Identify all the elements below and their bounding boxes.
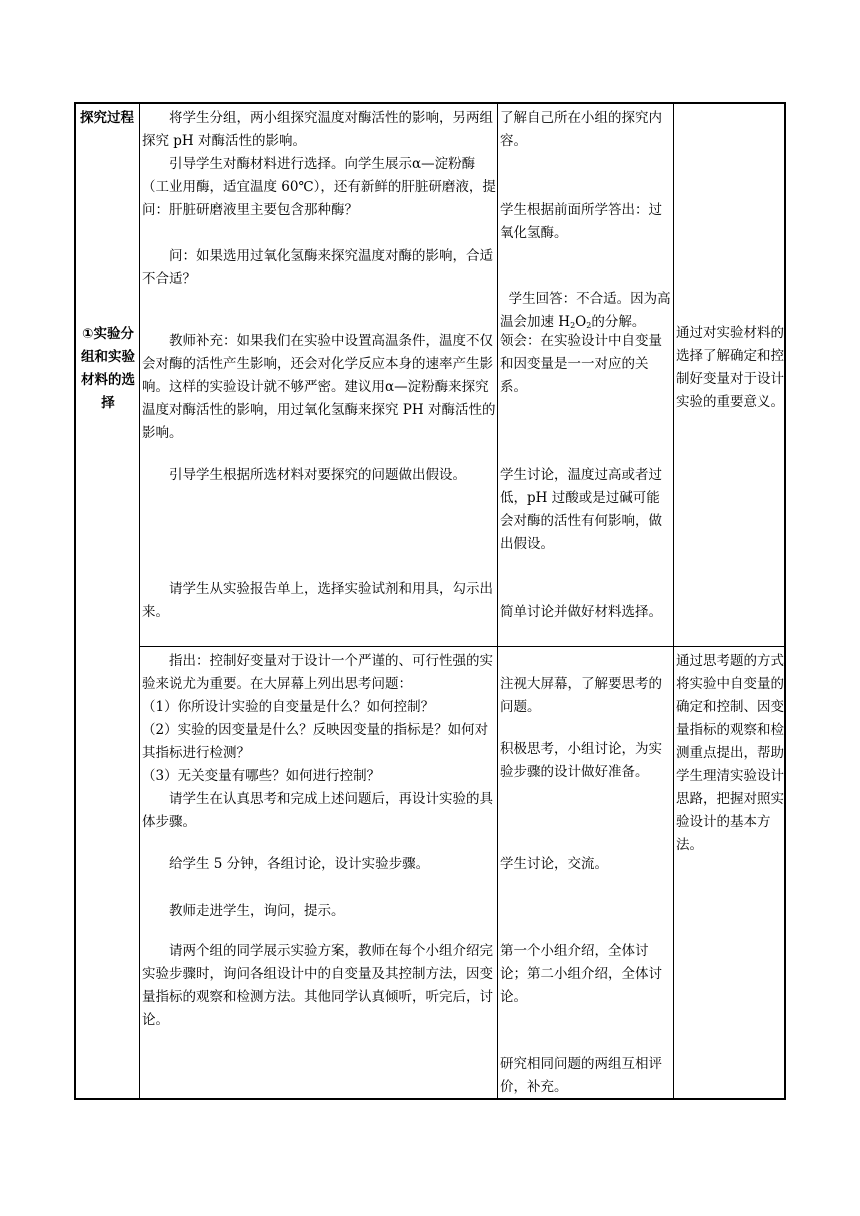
- teacher-activity: 教师走进学生，询问，提示。: [169, 903, 345, 919]
- thinking-question: （3）无关变量有哪些？如何进行控制？: [142, 768, 381, 784]
- teacher-activity: 问：如果选用过氧化氢酶来探究温度对酶的影响，合适不合适？: [142, 248, 493, 287]
- teacher-activity: 引导学生对酶材料进行选择。向学生展示α—淀粉酶（工业用酶，适宜温度 60℃），还有新鲜的肝脏研磨液，提问：肝脏研磨液里主要包含那种酶？: [142, 156, 496, 218]
- design-intent: 通过思考题的方式将实验中自变量的确定和控制、因变量指标的观察和检测重点提出，帮助学生理清实验设计思路，把握对照实验设计的基本方法。: [676, 653, 784, 853]
- teacher-activity: 给学生 5 分钟，各组讨论，设计实验步骤。: [169, 856, 430, 872]
- student-activity: 研究相同问题的两组互相评价，补充。: [500, 1056, 662, 1095]
- student-activity: 学生根据前面所学答出：过氧化氢酶。: [500, 202, 662, 241]
- student-activity: 积极思考，小组讨论，为实验步骤的设计做好准备。: [500, 741, 662, 780]
- teacher-activity: 请两个组的同学展示实验方案，教师在每个小组介绍完实验步骤时，询问各组设计中的自变量及其控制方法，因变量指标的观察和检测方法。其他同学认真倾听，听完后，讨论。: [142, 943, 493, 1028]
- column-divider: [139, 102, 140, 1100]
- student-activity: 学生讨论，温度过高或者过低，pH 过酸或是过碱可能会对酶的活性有何影响，做出假设。: [500, 467, 662, 552]
- teacher-activity: 将学生分组，两小组探究温度对酶活性的影响，另两组探究 pH 对酶活性的影响。: [142, 110, 493, 149]
- design-intent: 通过对实验材料的选择了解确定和控制好变量对于设计实验的重要意义。: [676, 325, 784, 410]
- teacher-activity: 指出：控制好变量对于设计一个严谨的、可行性强的实验来说尤为重要。在大屏幕上列出思考问题：: [142, 653, 493, 692]
- teacher-activity: 教师补充：如果我们在实验中设置高温条件，温度不仅会对酶的活性产生影响，还会对化学反应本身的速率产生影响。这样的实验设计就不够严密。建议用α—淀粉酶来探究温度对酶活性的影响，用过氧化氢酶来探究 PH 对酶活性的影响。: [142, 333, 496, 441]
- table-heading: 探究过程: [80, 110, 134, 126]
- column-divider: [673, 102, 674, 1100]
- thinking-question: （2）实验的因变量是什么？反映因变量的指标是？如何对其指标进行检测？: [142, 722, 489, 761]
- teacher-activity: 请学生从实验报告单上，选择实验试剂和用具，勾示出来。: [142, 581, 493, 620]
- student-activity: 学生回答：不合适。因为高温会加速 $H_2O_2$的分解。: [500, 291, 671, 330]
- row-divider: [139, 646, 785, 647]
- student-activity: 第一个小组介绍，全体讨论；第二小组介绍，全体讨论。: [500, 943, 662, 1005]
- student-activity: 领会：在实验设计中自变量和因变量是一一对应的关系。: [500, 333, 662, 395]
- thinking-question: （1）你所设计实验的自变量是什么？如何控制？: [142, 699, 435, 715]
- student-activity: 了解自己所在小组的探究内容。: [500, 110, 662, 149]
- student-activity: 学生讨论，交流。: [500, 856, 608, 872]
- student-activity: 注视大屏幕，了解要思考的问题。: [500, 676, 662, 715]
- teacher-activity: 引导学生根据所选材料对要探究的问题做出假设。: [169, 467, 466, 483]
- stage-label: ①实验分组和实验材料的选择: [81, 326, 135, 411]
- student-activity: 简单讨论并做好材料选择。: [500, 604, 662, 620]
- teacher-activity: 请学生在认真思考和完成上述问题后，再设计实验的具体步骤。: [142, 791, 493, 830]
